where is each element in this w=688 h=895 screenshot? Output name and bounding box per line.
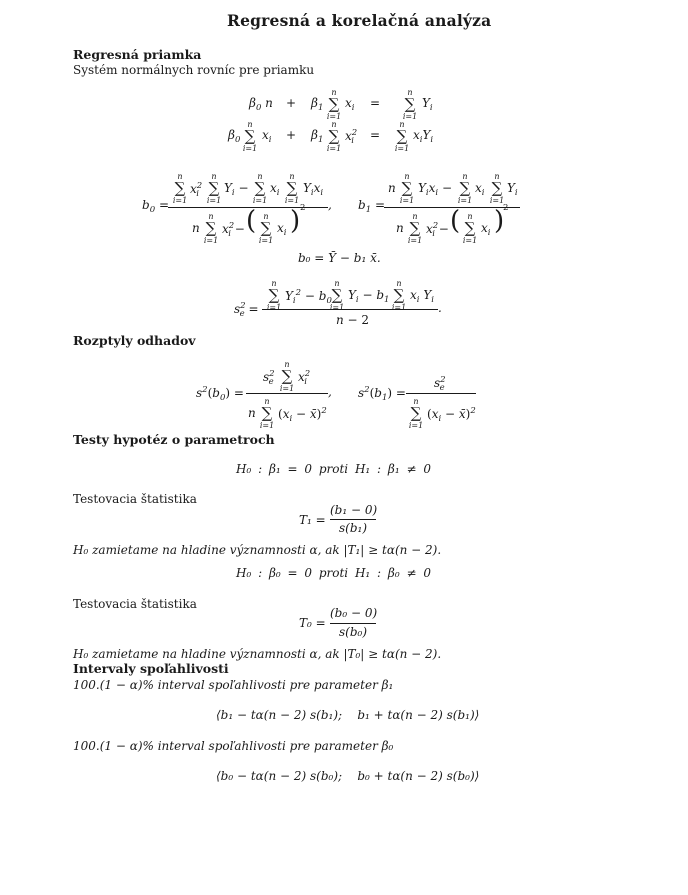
ci-beta1-label: 100.(1 − α)% interval spoľahlivosti pre parameter β₁ (73, 678, 394, 692)
page-title: Regresná a korelačná analýza (227, 11, 492, 30)
reject-rule-beta0: H₀ zamietame na hladine významnosti α, ak |T₀| ≥ tα(n − 2). (73, 647, 442, 661)
ci-beta0-formula: ⟨b₀ − tα(n − 2) s(b₀); b₀ + tα(n − 2) s(b₀)⟩ (216, 769, 480, 783)
section-heading-regression-line: Regresná priamka (73, 47, 202, 62)
test-statistic-label-1: Testovacia štatistika (73, 492, 197, 506)
section-heading-intervals: Intervaly spoľahlivosti (73, 661, 229, 676)
hypothesis-beta1: H₀ : β₁ = 0 proti H₁ : β₁ ≠ 0 (236, 462, 431, 476)
normal-equations-text: Systém normálnych rovníc pre priamku (73, 63, 315, 77)
hypothesis-beta0: H₀ : β₀ = 0 proti H₁ : β₀ ≠ 0 (236, 566, 431, 580)
section-heading-hypothesis-tests: Testy hypotéz o parametroch (73, 432, 275, 447)
reject-rule-beta1: H₀ zamietame na hladine významnosti α, ak |T₁| ≥ tα(n − 2). (73, 543, 442, 557)
b0-simple-formula: b₀ = Ȳ − b₁ x̄. (298, 251, 381, 265)
ci-beta1-formula: ⟨b₁ − tα(n − 2) s(b₁); b₁ + tα(n − 2) s(b₁)⟩ (216, 708, 480, 722)
section-heading-variances: Rozptyly odhadov (73, 333, 196, 348)
ci-beta0-label: 100.(1 − α)% interval spoľahlivosti pre parameter β₀ (73, 739, 394, 753)
test-statistic-label-2: Testovacia štatistika (73, 597, 197, 611)
